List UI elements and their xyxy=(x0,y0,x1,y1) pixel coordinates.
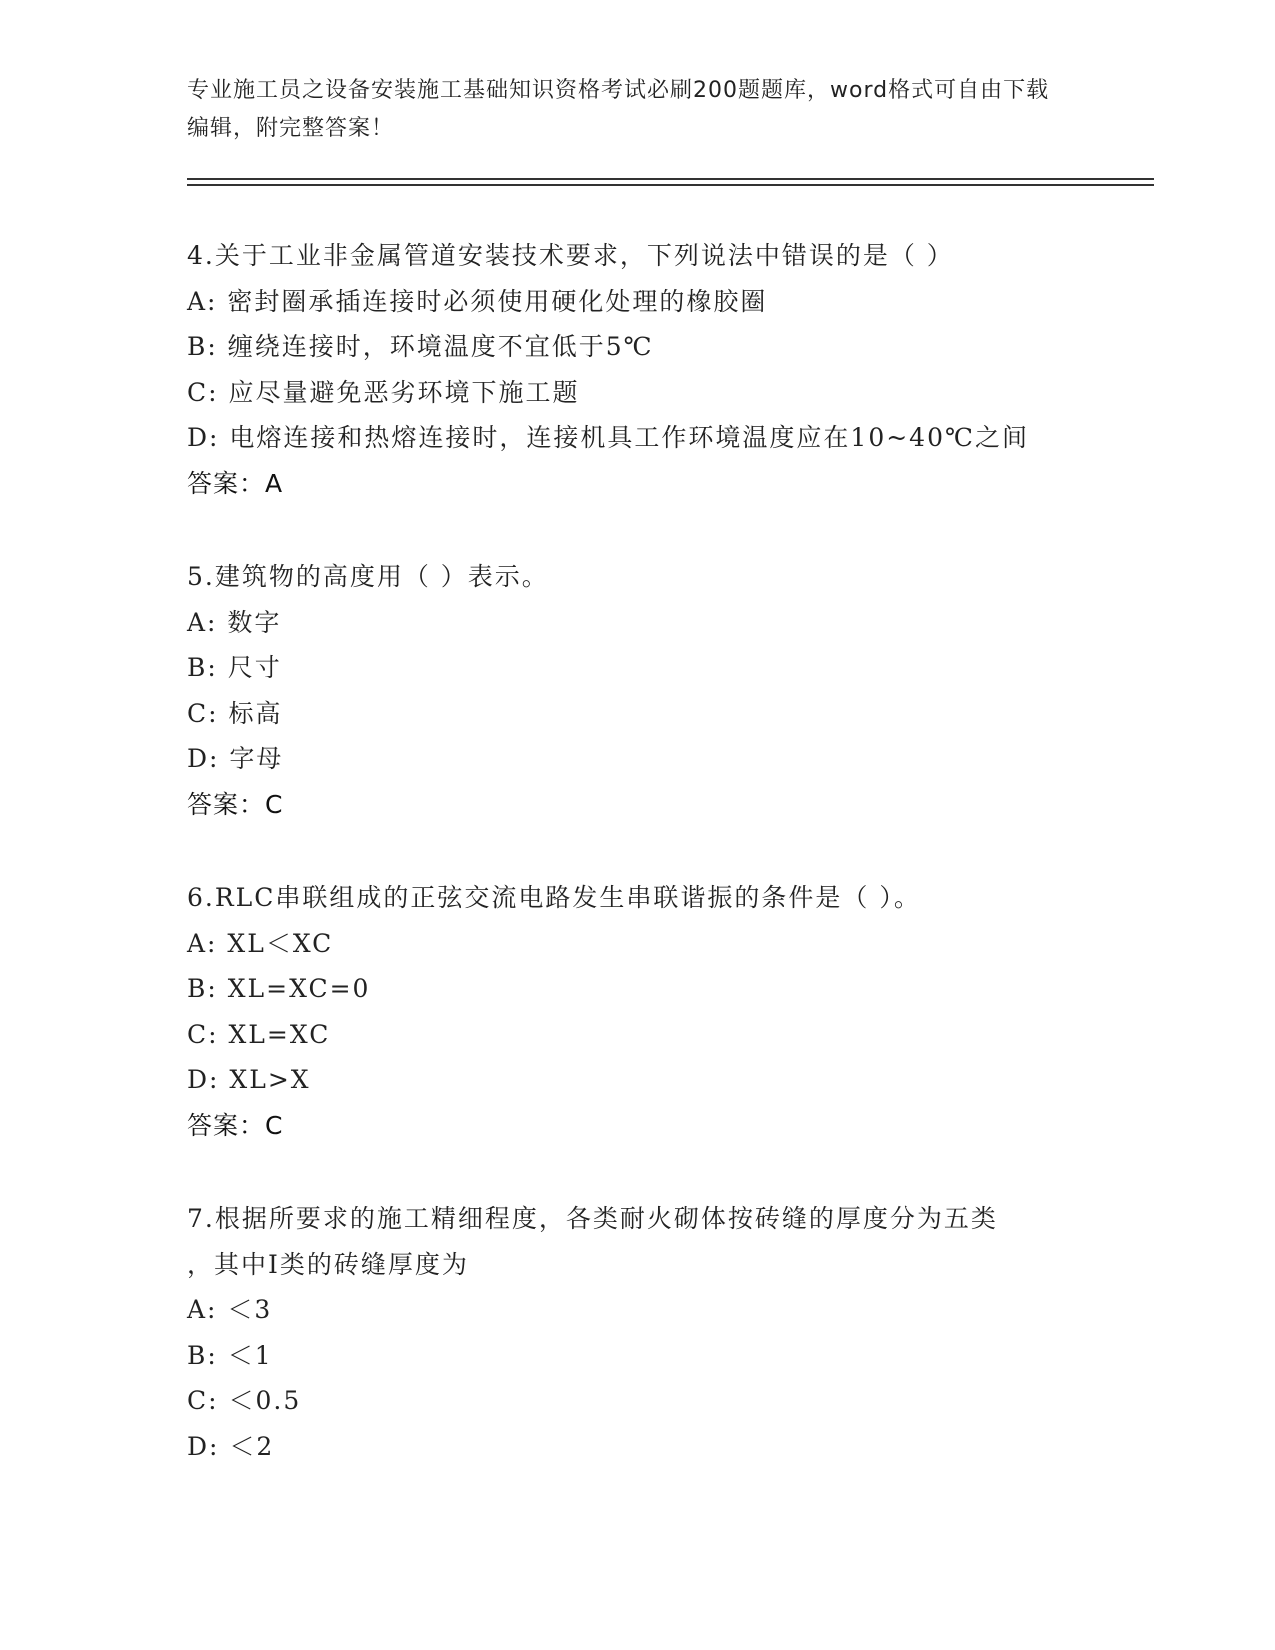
option-c: C: ＜0.5 xyxy=(187,1386,302,1415)
question-stem: 6.RLC串联组成的正弦交流电路发生串联谐振的条件是（ ）。 xyxy=(187,883,921,912)
question-4 xyxy=(187,233,1087,506)
question-stem-line-2: ，其中Ⅰ类的砖缝厚度为 xyxy=(187,1249,469,1279)
question-stem-line-1: 7.根据所要求的施工精细程度，各类耐火砌体按砖缝的厚度分为五类 xyxy=(187,1204,998,1233)
option-b: B: XL=XC=0 xyxy=(187,974,371,1003)
document-title: 专业施工员之设备安装施工基础知识资格考试必刷200题题库，word格式可自由下载编辑，附完整答案！ xyxy=(187,78,1050,141)
answer-label: 答案：C xyxy=(187,1110,284,1140)
answer-label: 答案：A xyxy=(187,468,284,498)
header-divider-bottom xyxy=(187,184,1154,186)
option-c: C: 标高 xyxy=(187,698,283,728)
option-c: C: 应尽量避免恶劣环境下施工题 xyxy=(187,377,580,407)
option-d: D: ＜2 xyxy=(187,1431,275,1461)
option-b: B: 尺寸 xyxy=(187,653,282,682)
question-7 xyxy=(187,1196,1087,1469)
option-d: D: XL>X xyxy=(187,1065,311,1094)
option-d: D: 字母 xyxy=(187,744,284,773)
question-stem: 5.建筑物的高度用（ ）表示。 xyxy=(187,562,549,591)
header-divider-top xyxy=(187,178,1154,180)
document-header xyxy=(187,72,1067,148)
question-6 xyxy=(187,875,1087,1148)
option-d: D: 电熔连接和热熔连接时，连接机具工作环境温度应在10~40℃之间 xyxy=(187,423,1029,452)
answer-label: 答案：C xyxy=(187,789,284,819)
question-stem: 4.关于工业非金属管道安装技术要求，下列说法中错误的是（ ） xyxy=(187,241,954,270)
option-a: A: 密封圈承插连接时必须使用硬化处理的橡胶圈 xyxy=(187,286,768,316)
option-a: A: 数字 xyxy=(187,607,282,637)
option-b: B: ＜1 xyxy=(187,1340,273,1370)
option-c: C: XL=XC xyxy=(187,1019,331,1049)
option-a: A: XL＜XC xyxy=(187,928,334,958)
option-a: A: ＜3 xyxy=(187,1295,273,1324)
option-b: B: 缠绕连接时，环境温度不宜低于5℃ xyxy=(187,332,654,361)
question-5 xyxy=(187,554,1087,827)
